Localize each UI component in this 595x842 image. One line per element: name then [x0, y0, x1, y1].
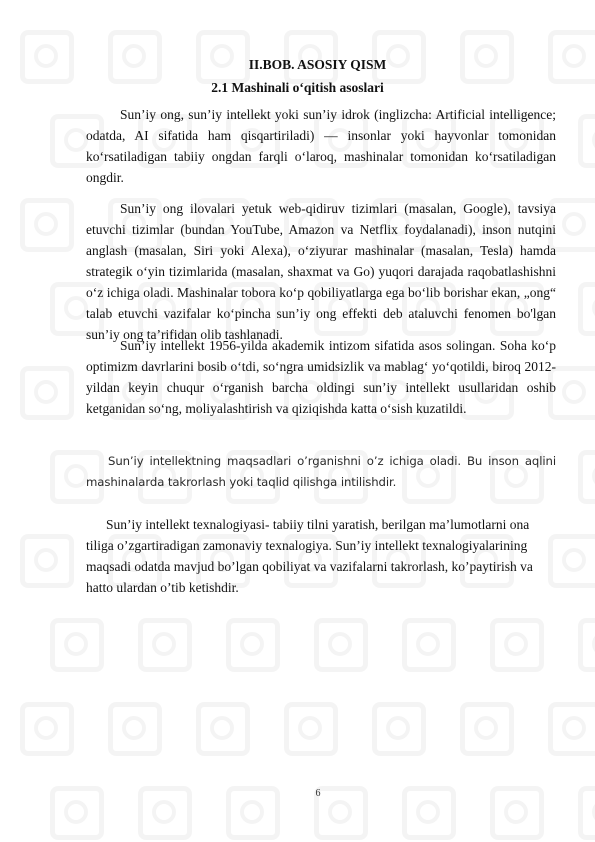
paragraph-history: Sun’iy intellekt 1956-yilda akademik intizom sifatida asos solingan. Soha ko‘p optimizm davrlarini bosib o‘tdi, so‘ngra umidsizlik va mablag‘ yo‘qotildi, biroq 2012-yildan keyin chuqur o‘rganish barcha oldingi sun’iy intellekt usullaridan oshib ketganidan so‘ng, moliyalashtirish va qiziqishda katta o‘sish kuzatildi.: [86, 338, 556, 416]
paragraph-applications: Sun’iy ong ilovalari yetuk web-qidiruv tizimlari (masalan, Google), tavsiya etuvchi tizimlar (bundan YouTube, Amazon va Netflix foydalanadi), inson nutqini anglash (masalan, Siri yoki Alexa), o‘ziyurar mashinalar (masalan, Tesla) hamda strategik o‘yin tizimlarida (masalan, shaxmat va Go) yuqori darajada raqobatlashishni o‘z ichiga oladi. Mashinalar tobora ko‘p qobiliyatlarga ega bo‘lib borishar ekan, „ong“ talab etuvchi vazifalar ko‘pincha sun’iy ong effekti deb ataluvchi fenomen bo'lgan sun’iy ong ta’rifidan olib tashlanadi.: [86, 201, 556, 342]
paragraph-technology: Sun’iy intellekt texnalogiyasi- tabiiy tilni yaratish, berilgan ma’lumotlarni ona tiliga o’zgartiradigan zamonaviy texnalogiya. Sun’iy intellekt texnalogiyalarining maqsadi odatda mavjud bo’lgan qobiliyat va vazifalarni takrorlash, ko’paytirish va hatto ulardan o’tib ketishdir.: [86, 517, 533, 595]
paragraph-definition: Sun’iy ong, sun’iy intellekt yoki sun’iy idrok (inglizcha: Artificial intelligence; odatda, AI sifatida ham qisqartiriladi) — insonlar yoki hayvonlar tomonidan ko‘rsatiladigan tabiiy ongdan farqli o‘laroq, mashinalar tomonidan ko‘rsatiladigan ongdir.: [86, 107, 556, 185]
section-title: 2.1 Mashinali o‘qitish asoslari: [211, 80, 384, 95]
chapter-title: II.BOB. ASOSIY QISM: [248, 57, 387, 72]
paragraph-goals: Sun’iy intellektning maqsadlari o’rganishni o’z ichiga oladi. Bu inson aqlini mashinalarda takrorlash yoki taqlid qilishga intilishdir.: [86, 454, 556, 489]
page-number: 6: [315, 788, 321, 799]
